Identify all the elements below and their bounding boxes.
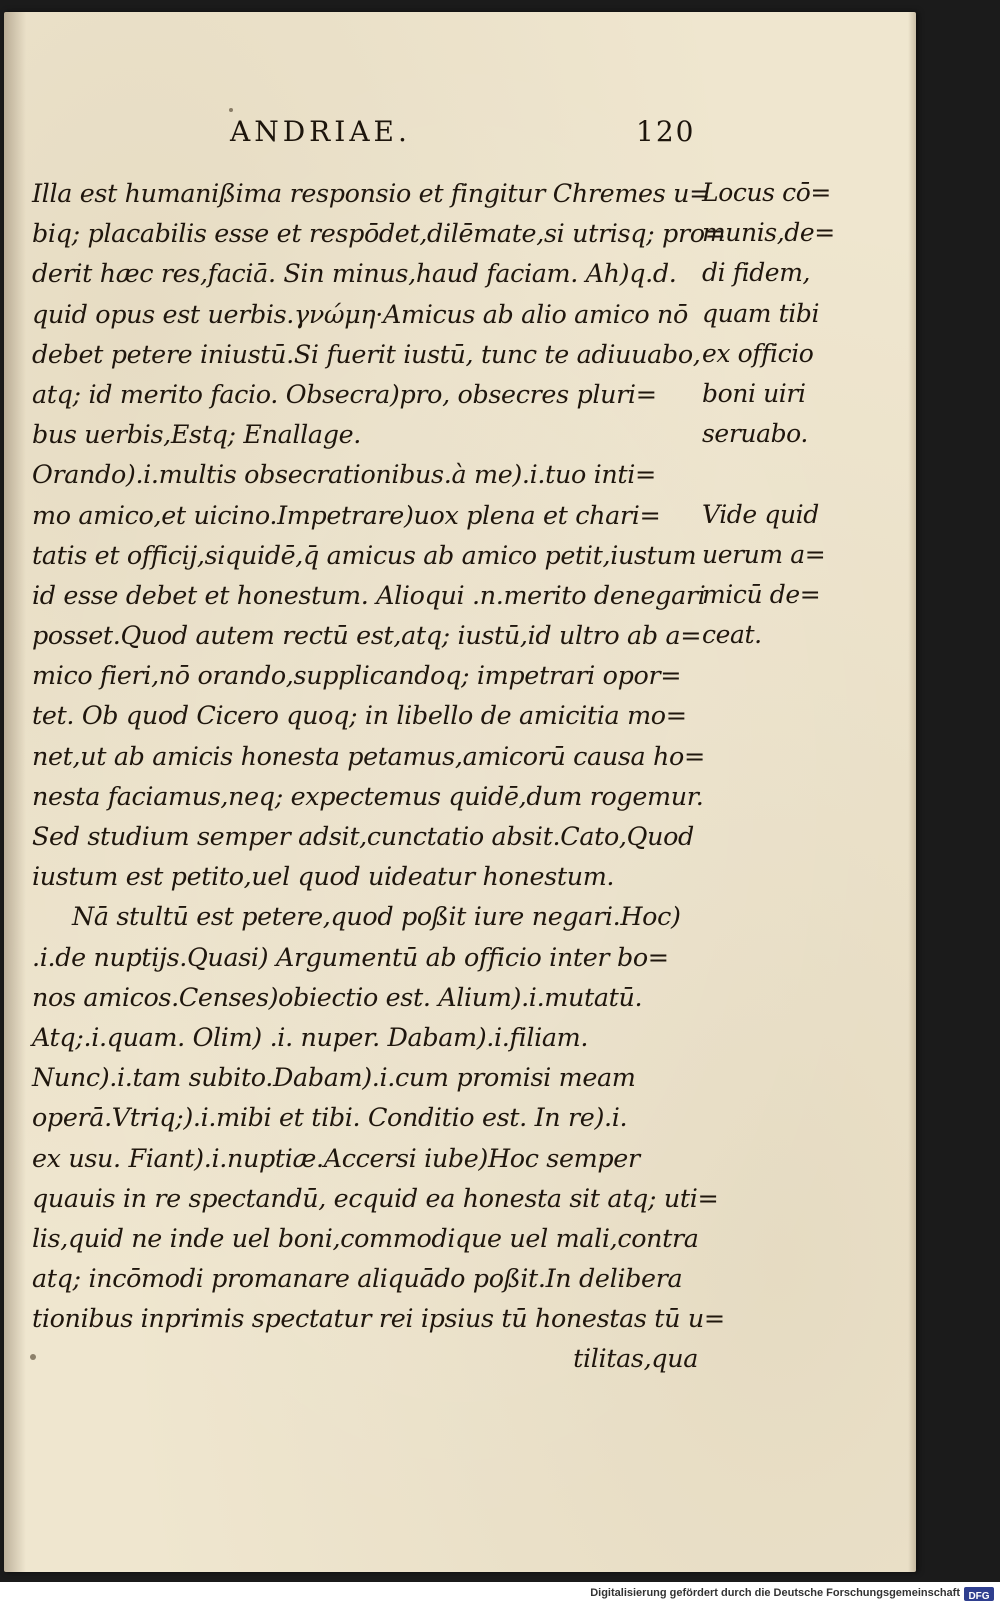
text-line: quid opus est uerbis.γνώμη·Amicus ab alio amico nō [32,298,688,329]
text-line: iustum est petito,uel quod uideatur honestum. [32,861,615,892]
text-line: nos amicos.Censes)obiectio est. Alium).i.mutatū. [32,981,643,1012]
dfg-logo-text: DFG [968,1591,990,1602]
marginal-line: Vide quid [702,499,819,529]
digitization-footer [0,1582,1000,1607]
text-line: mo amico,et uicino.Impetrare)uox plena et chari= [32,499,661,530]
text-line: derit hæc res,faciā. Sin minus,haud faciam. Ah)q.d. [32,258,677,289]
ink-speck [30,1354,36,1360]
text-line: Orando).i.multis obsecrationibus.à me).i.tuo inti= [32,459,656,490]
text-line: Atq;.i.quam. Olim) .i. nuper. Dabam).i.filiam. [32,1021,589,1052]
marginal-line: quam tibi [702,298,820,328]
page-edge [908,12,916,1572]
running-title: ANDRIAE. [230,115,411,148]
running-head [4,115,916,155]
text-line: operā.Vtriq;).i.mibi et tibi. Conditio est. In re).i. [32,1102,628,1133]
text-line: nesta faciamus,neq; expectemus quidē,dum rogemur. [32,780,704,811]
text-line: tionibus inprimis spectatur rei ipsius tū honestas tū u= [32,1303,725,1334]
text-line: id esse debet et honestum. Alioqui .n.merito denegari [32,579,706,610]
marginal-line: ex officio [702,338,814,368]
dfg-logo-graphic [964,1588,994,1602]
text-line: Illa est humanißima responsio et fingitur Chremes u= [32,178,711,208]
ink-speck [229,108,233,112]
text-line: tatis et officij,siquidē,q̄ amicus ab amico petit,iustum [32,539,697,570]
text-line: biq; placabilis esse et respōdet,dilēmate,si utrisq; pro= [32,218,726,249]
text-line: lis,quid ne inde uel boni,commodique uel mali,contra [32,1222,699,1253]
text-line: mico fieri,nō orando,supplicandoq; impetrari opor= [32,660,682,691]
marginal-line: seruabo. [702,419,808,449]
marginal-note-locus [702,173,852,454]
marginal-note-vide [702,495,852,656]
footer-credit: Digitalisierung gefördert durch die Deutsche Forschungsgemeinschaft [590,1587,960,1599]
text-line: Sed studium semper adsit,cunctatio absit.Cato,Quod [32,821,694,851]
text-line: ex usu. Fiant).i.nuptiæ.Accersi iube)Hoc semper [32,1142,640,1173]
text-line: debet petere iniustū.Si fuerit iustū, tunc te adiuuabo, [32,338,701,369]
text-line: tet. Ob quod Cicero quoq; in libello de amicitia mo= [32,700,687,731]
text-line: quauis in re spectandū, ecquid ea honesta sit atq; uti= [32,1182,719,1213]
catchword-line: tilitas,qua [573,1343,698,1374]
marginal-line: uerum a= [702,539,826,569]
page-number: 120 [636,115,696,148]
marginal-line: di fidem, [702,258,811,288]
text-line: posset.Quod autem rectū est,atq; iustū,id ultro ab a= [32,620,702,651]
marginal-line: boni uiri [702,378,806,408]
text-line: atq; incōmodi promanare aliquādo poßit.In delibera [32,1263,683,1294]
main-text-block [32,173,726,1379]
text-line: .i.de nuptijs.Quasi) Argumentū ab officio inter bo= [32,941,669,972]
marginal-line: munis,de= [702,218,835,248]
marginal-line: micū de= [702,579,821,609]
dfg-logo-icon [964,1587,994,1601]
text-line: bus uerbis,Estq; Enallage. [32,419,361,450]
text-line: Nunc).i.tam subito.Dabam).i.cum promisi meam [32,1062,636,1093]
text-line: atq; id merito facio. Obsecra)pro, obsecres pluri= [32,378,657,409]
marginal-line: Locus cō= [702,178,831,207]
gutter-shadow [4,12,26,1572]
marginal-line: ceat. [702,620,762,650]
book-page [4,12,916,1572]
text-line: Nā stultū est petere,quod poßit iure negari.Hoc) [72,901,681,932]
text-line: net,ut ab amicis honesta petamus,amicorū causa ho= [32,740,705,771]
